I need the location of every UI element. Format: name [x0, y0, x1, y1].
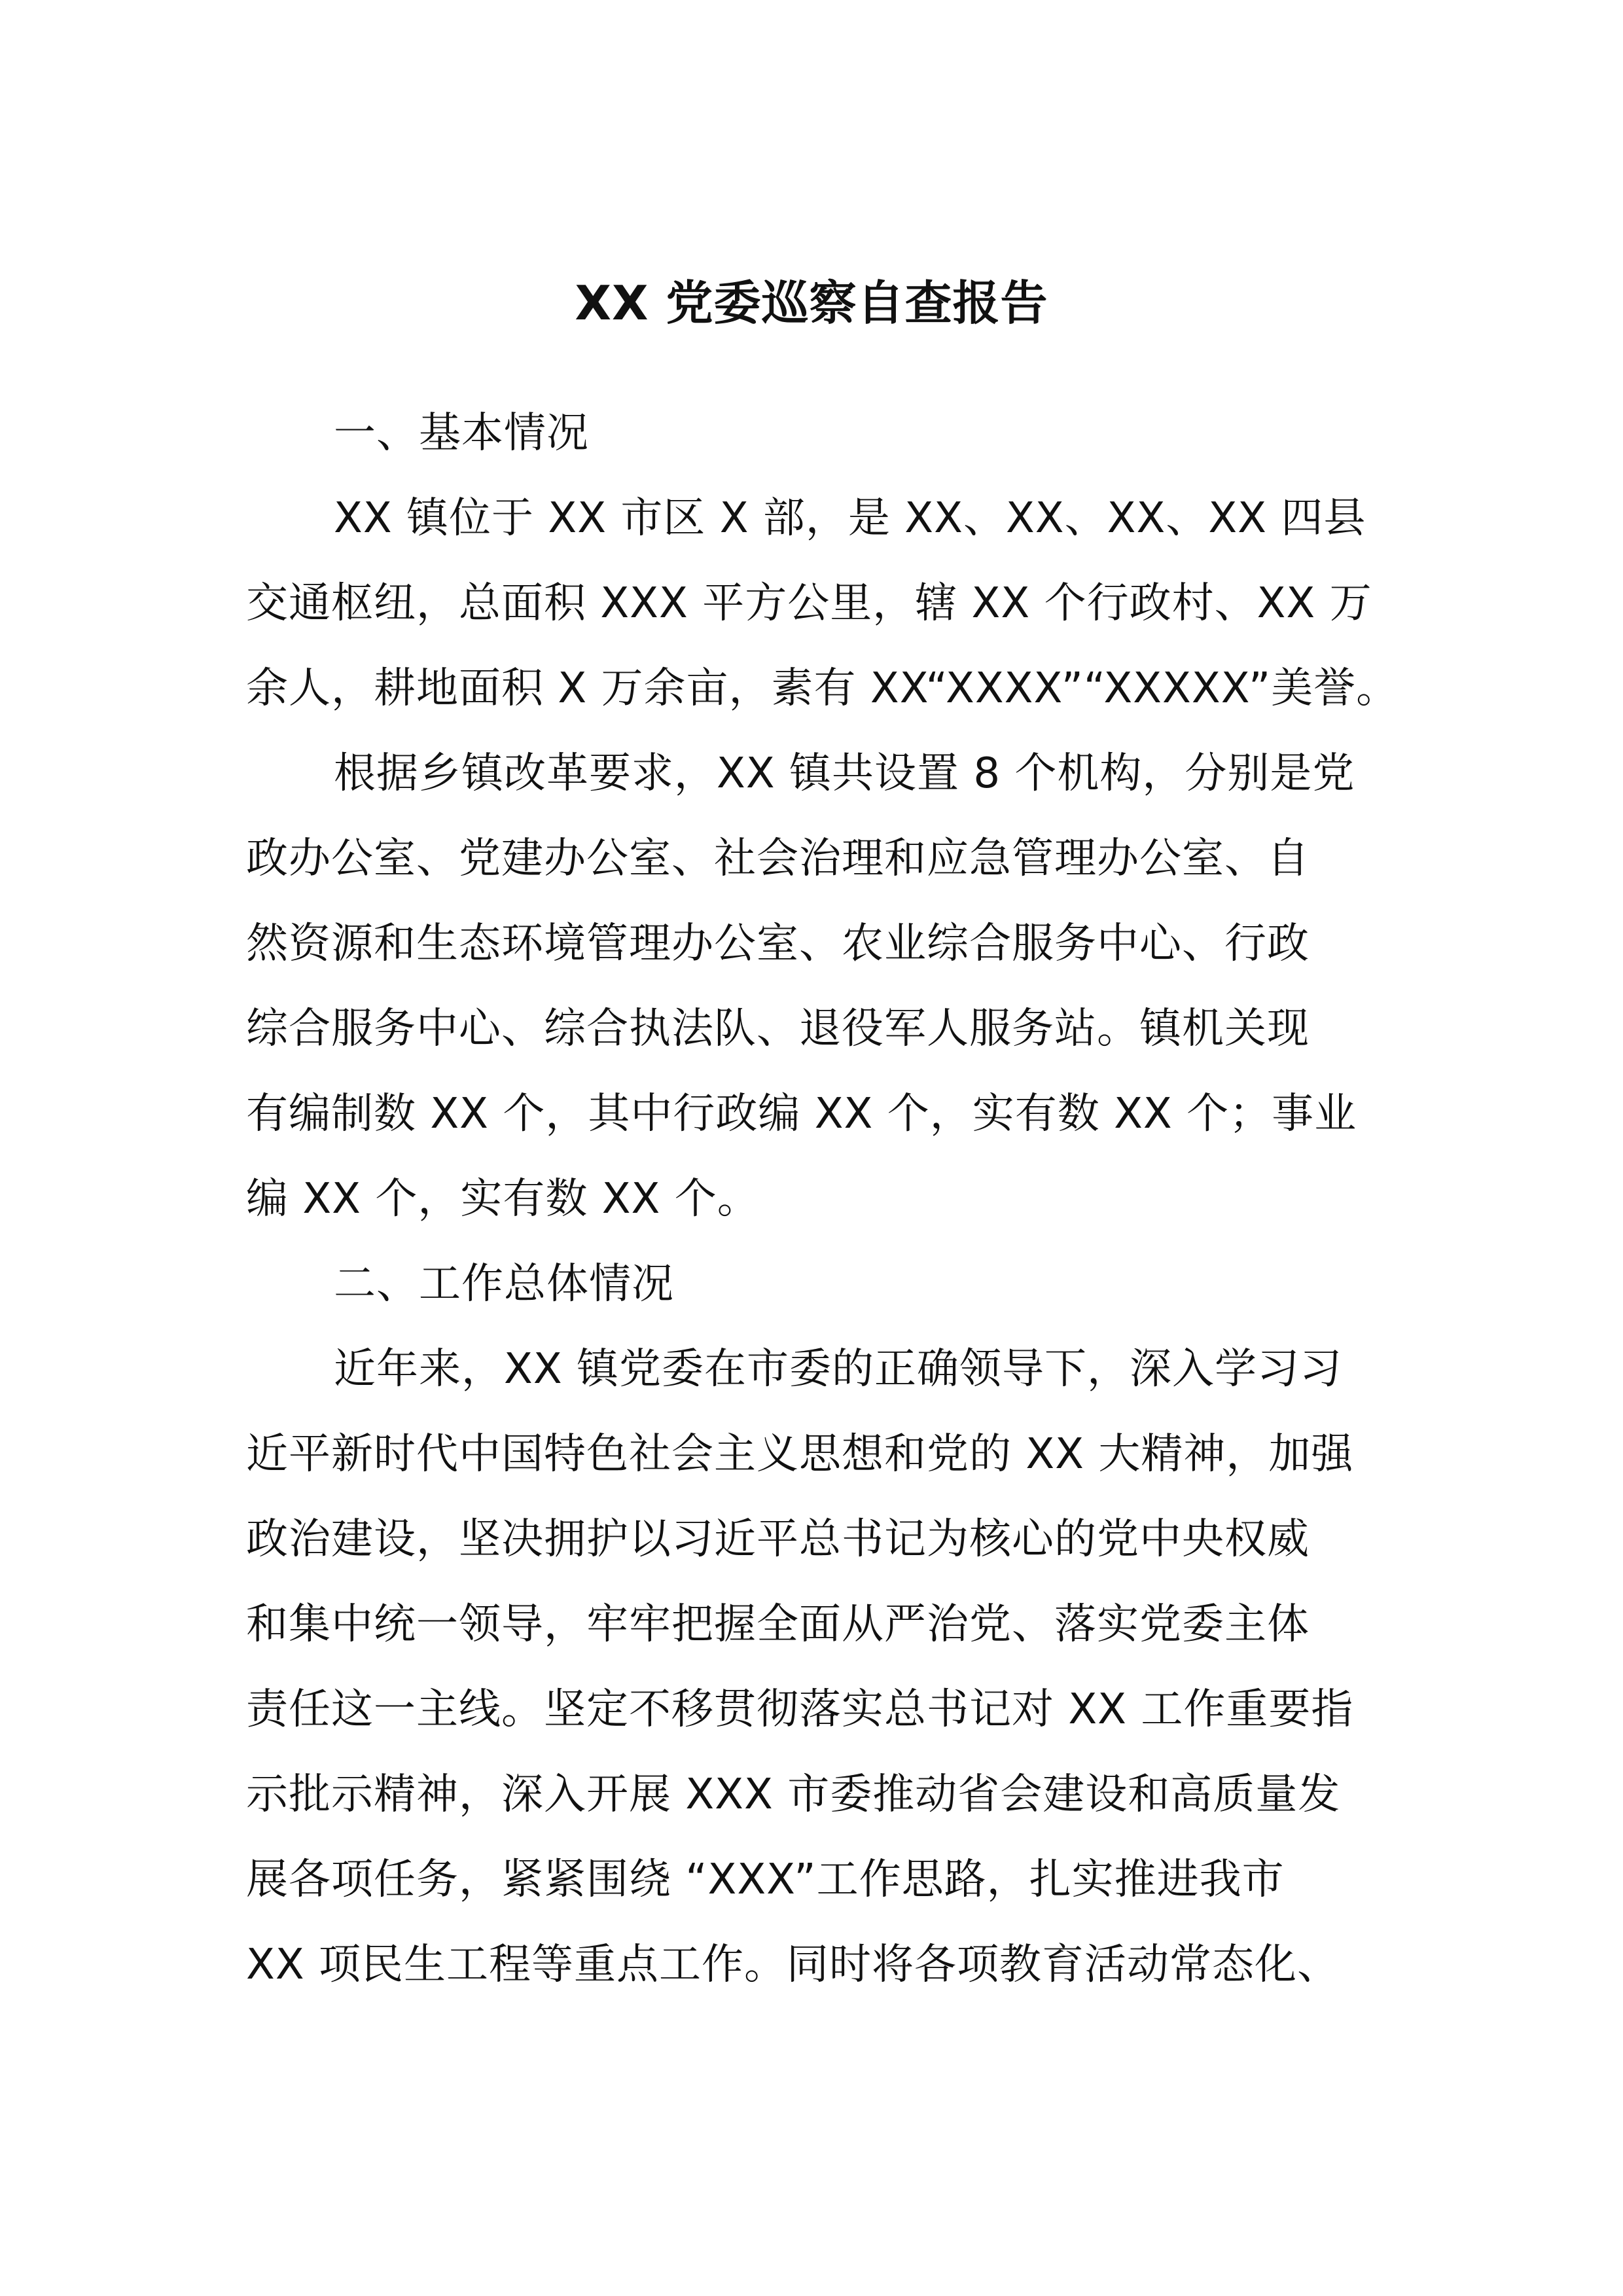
paragraph-line: XX 镇位于 XX 市区 X 部，是 XX、XX、XX、XX 四县 [334, 494, 1366, 543]
section-heading-overall: 二、工作总体情况 [334, 1260, 674, 1308]
document-title: XX 党委巡察自查报告 [575, 276, 1048, 331]
paragraph-line: 综合服务中心、综合执法队、退役军人服务站。镇机关现 [246, 1005, 1310, 1053]
paragraph-line: 责任这一主线。坚定不移贯彻落实总书记对 XX 工作重要指 [246, 1685, 1354, 1734]
paragraph-line: 近平新时代中国特色社会主义思想和党的 XX 大精神，加强 [246, 1430, 1354, 1479]
section-heading-basic: 一、基本情况 [334, 409, 589, 457]
paragraph-line: 根据乡镇改革要求，XX 镇共设置 8 个机构，分别是党 [334, 749, 1355, 798]
paragraph-line: 编 XX 个，实有数 XX 个。 [246, 1175, 760, 1223]
paragraph-line: 政治建设，坚决拥护以习近平总书记为核心的党中央权威 [246, 1515, 1310, 1564]
paragraph-line: 和集中统一领导，牢牢把握全面从严治党、落实党委主体 [246, 1600, 1310, 1649]
paragraph-line: 展各项任务，紧紧围绕 “XXX”工作思路，扎实推进我市 [246, 1856, 1285, 1904]
paragraph-line: 示批示精神，深入开展 XXX 市委推动省会建设和高质量发 [246, 1770, 1341, 1819]
paragraph-line: 政办公室、党建办公室、社会治理和应急管理办公室、自 [246, 834, 1310, 883]
paragraph-line: 近年来，XX 镇党委在市委的正确领导下，深入学习习 [334, 1345, 1343, 1393]
paragraph-line: 然资源和生态环境管理办公室、农业综合服务中心、行政 [246, 920, 1310, 968]
paragraph-line: 余人，耕地面积 X 万余亩，素有 XX“XXXX”“XXXXX”美誉。 [246, 664, 1399, 713]
paragraph-line: XX 项民生工程等重点工作。同时将各项教育活动常态化、 [246, 1941, 1340, 1989]
paragraph-line: 交通枢纽，总面积 XXX 平方公里，辖 XX 个行政村、XX 万 [246, 579, 1372, 628]
paragraph-line: 有编制数 XX 个，其中行政编 XX 个，实有数 XX 个；事业 [246, 1090, 1357, 1138]
